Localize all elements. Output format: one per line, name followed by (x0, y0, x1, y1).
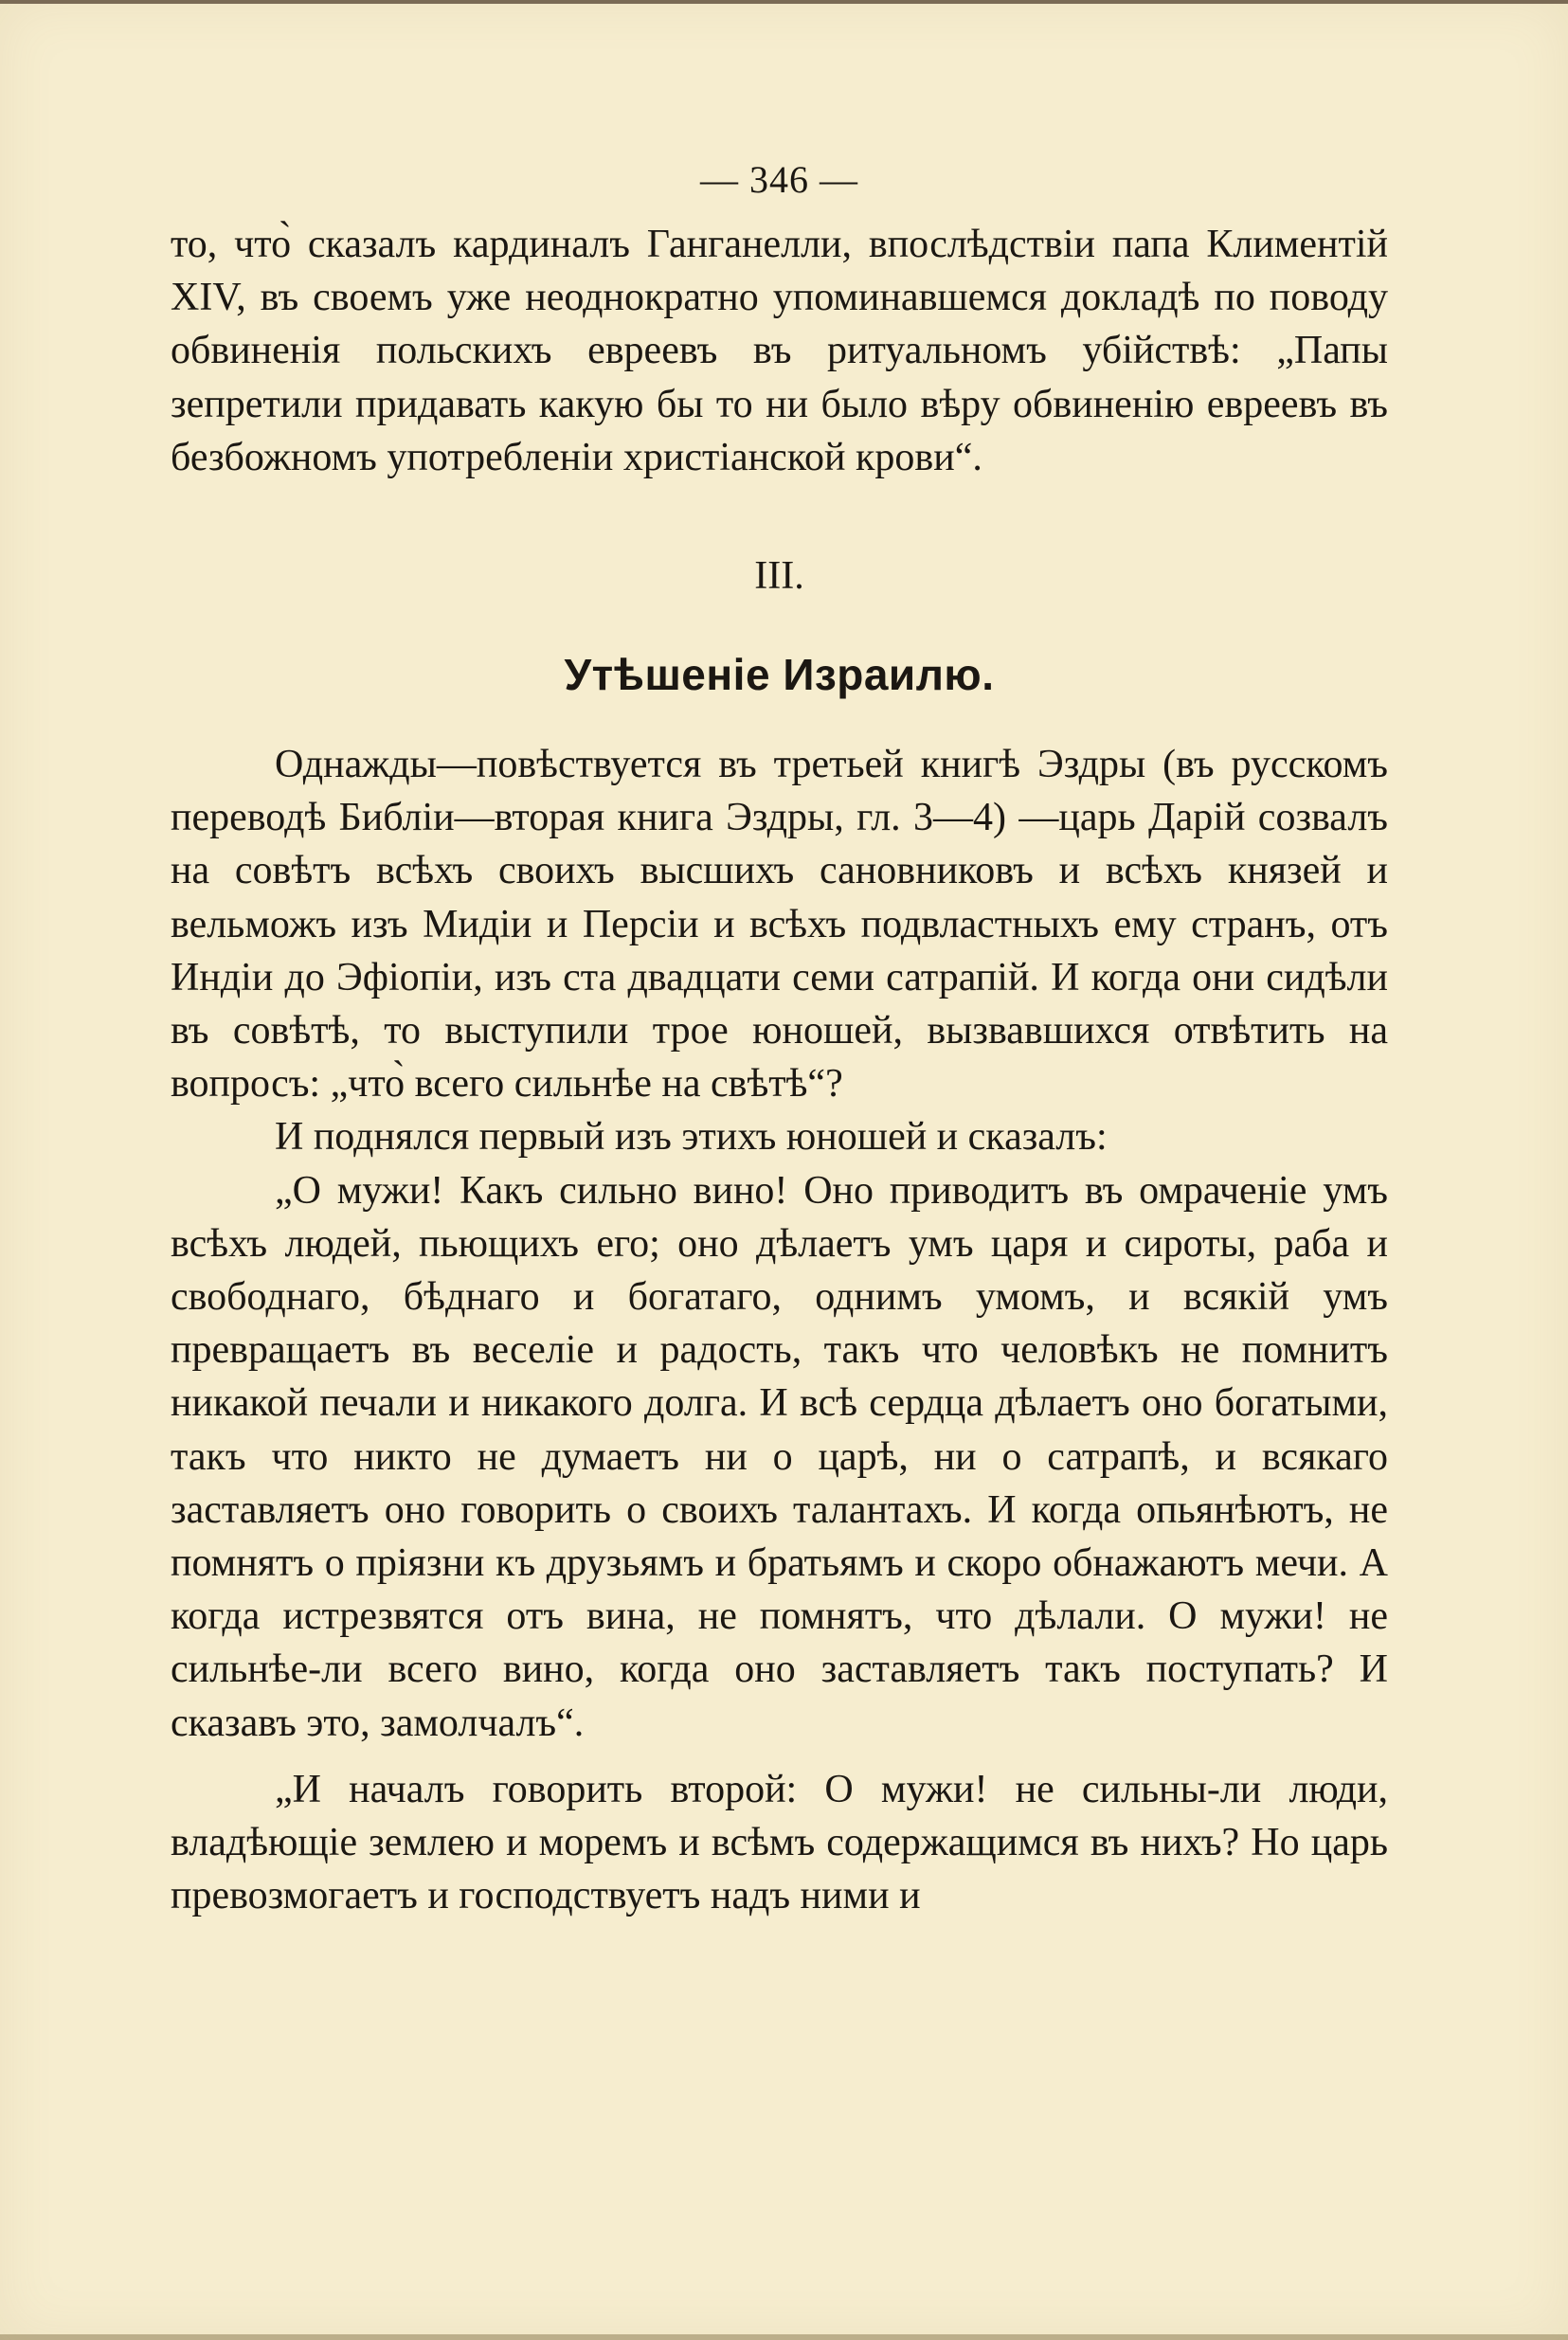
paragraph-darius-council: Однажды—повѣствуется въ третьей книгѣ Эздры (въ русскомъ переводѣ Библіи—вторая книга Эздры, гл. 3—4) —царь Дарій созвалъ на совѣтъ всѣхъ своихъ высшихъ сановниковъ и всѣхъ князей и вельможъ изъ Мидіи и Персіи и всѣхъ подвластныхъ ему странъ, отъ Индіи до Эфіопіи, изъ ста двадцати семи сатрапій. И когда они сидѣли въ совѣтѣ, то выступили трое юношей, вызвавшихся отвѣтить на вопросъ: „что̀ всего сильнѣе на свѣтѣ“? (171, 743, 1388, 1107)
top-edge (0, 0, 1568, 4)
page-content (171, 142, 1388, 1922)
intro-paragraph: то, что̀ сказалъ кардиналъ Ганганелли, впослѣдствіи папа Климентій XIV, въ своемъ уже неоднократно упоминавшемся докладѣ по поводу обвиненія польскихъ евреевъ въ ритуальномъ убійствѣ: „Папы зепретили придавать какую бы то ни было вѣру обвиненію евреевъ въ безбожномъ употребленіи христіанской крови“. (171, 223, 1388, 479)
section-title: Утѣшеніе Израилю. (564, 650, 995, 700)
bottom-edge (0, 2334, 1568, 2340)
page-number: — 346 — (700, 158, 858, 201)
paragraph-wine-speech: „О мужи! Какъ сильно вино! Оно приводитъ въ омраченіе умъ всѣхъ людей, пьющихъ его; оно дѣлаетъ умъ царя и сироты, раба и свободнаго, бѣднаго и богатаго, однимъ умомъ, и всякій умъ превращаетъ въ веселіе и радость, такъ что человѣкъ не помнитъ никакой печали и никакого долга. И всѣ сердца дѣлаетъ оно богатыми, такъ что никто не думаетъ ни о царѣ, ни о сатрапѣ, и всякаго заставляетъ оно говорить о своихъ талантахъ. И когда опьянѣютъ, не помнятъ о пріязни къ друзьямъ и братьямъ и скоро обнажаютъ мечи. А когда истрезвятся отъ вина, не помнятъ, что дѣлали. О мужи! не сильнѣе-ли всего вино, когда оно заставляетъ такъ поступать? И сказавъ это, замолчалъ“. (171, 1168, 1388, 1745)
paragraph-first-youth: И поднялся первый изъ этихъ юношей и сказалъ: (275, 1115, 1108, 1160)
section-number: III. (754, 554, 804, 599)
paragraph-second-youth: „И началъ говорить второй: О мужи! не сильны-ли люди, владѣющіе землею и моремъ и всѣмъ содержащимся въ нихъ? Но царь превозмогаетъ и господствуетъ надъ ними и (171, 1767, 1388, 1918)
